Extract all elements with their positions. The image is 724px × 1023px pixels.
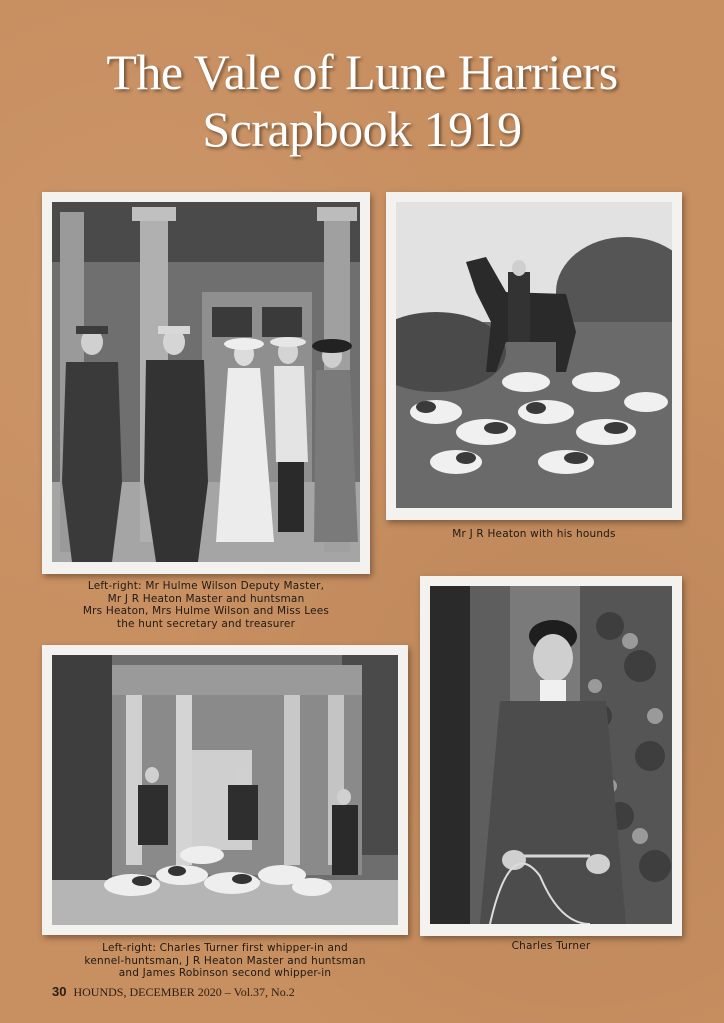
photo-group-portico — [52, 202, 360, 562]
caption-line: Mr J R Heaton with his hounds — [452, 528, 616, 540]
photo-frame-group — [42, 192, 370, 574]
caption-line: the hunt secretary and treasurer — [116, 617, 296, 630]
caption-line: kennel-huntsman, J R Heaton Master and huntsman — [84, 954, 366, 967]
page-number: 30 — [52, 984, 67, 999]
page-title — [0, 44, 724, 158]
photo-frame-house — [42, 645, 408, 935]
title-line-1: The Vale of Lune Harriers — [106, 44, 618, 100]
caption-portrait — [420, 940, 682, 953]
caption-group — [42, 580, 370, 630]
photo-hunt-staff-house — [52, 655, 398, 925]
footer-text: HOUNDS, DECEMBER 2020 – Vol.37, No.2 — [73, 985, 295, 999]
photo-frame-hounds — [386, 192, 682, 520]
photo-frame-portrait — [420, 576, 682, 936]
page-footer — [52, 984, 295, 1000]
caption-hounds — [386, 528, 682, 541]
caption-line: Charles Turner — [511, 940, 591, 952]
caption-line: and James Robinson second whipper-in — [118, 967, 332, 979]
caption-line: Mr J R Heaton Master and huntsman — [107, 592, 305, 605]
caption-house — [42, 942, 408, 980]
caption-line: Left-right: Mr Hulme Wilson Deputy Master, — [87, 580, 325, 592]
photo-charles-turner — [430, 586, 672, 924]
caption-line: Left-right: Charles Turner first whipper-in and — [102, 942, 348, 954]
title-line-2: Scrapbook 1919 — [202, 101, 522, 157]
caption-line: Mrs Heaton, Mrs Hulme Wilson and Miss Lees — [82, 605, 330, 617]
photo-huntsman-hounds — [396, 202, 672, 508]
